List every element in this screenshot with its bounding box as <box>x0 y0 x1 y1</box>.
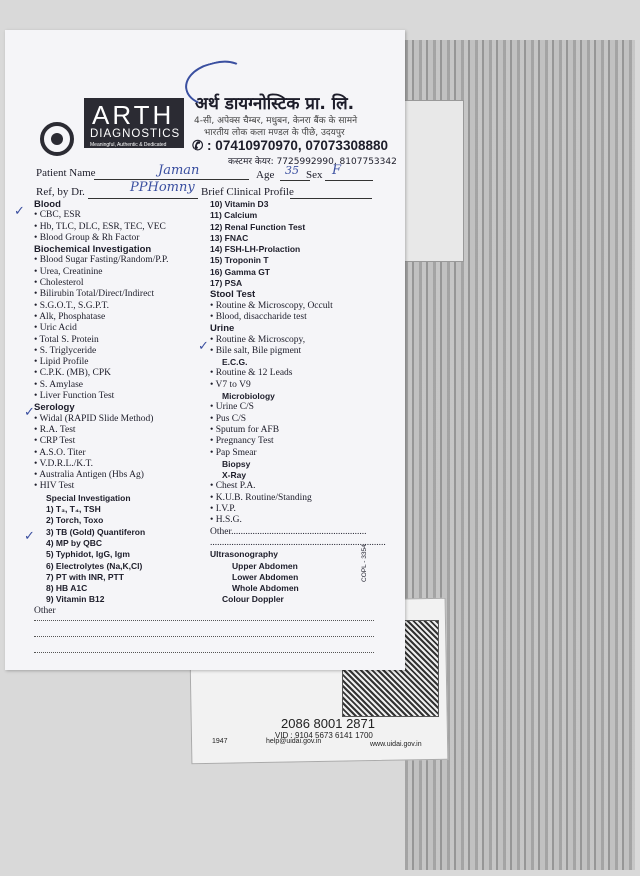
test-item: Colour Doppler <box>222 594 284 605</box>
logo-tagline: Meaningful, Authentic & Dedicated <box>90 142 167 148</box>
background-card-top <box>400 100 464 262</box>
test-item: Microbiology <box>222 391 275 402</box>
test-item: • HIV Test <box>34 481 169 492</box>
test-item: • CRP Test <box>34 436 169 447</box>
aadhaar-vid: VID : 9104 5673 6141 1700 <box>275 731 373 740</box>
test-item: • K.U.B. Routine/Standing <box>210 493 386 504</box>
other-line-2 <box>34 636 374 637</box>
tick-widal: ✓ <box>24 404 35 419</box>
test-item: 7) PT with INR, PTT <box>46 571 124 582</box>
help-email: help@uidai.gov.in <box>266 738 322 745</box>
test-item: 6) Electrolytes (Na,K,Cl) <box>46 560 143 571</box>
test-item: 12) Renal Function Test <box>210 221 306 232</box>
test-item: • Bile salt, Bile pigment <box>210 346 386 357</box>
test-item: 5) Typhidot, IgG, Igm <box>46 549 130 560</box>
test-item: • S.G.O.T., S.G.P.T. <box>34 301 169 312</box>
test-item: • S. Amylase <box>34 380 169 391</box>
test-item: Whole Abdomen <box>232 583 299 594</box>
test-item: • V.D.R.L./K.T. <box>34 459 169 470</box>
test-item: • Blood Sugar Fasting/Random/P.P. <box>34 255 169 266</box>
test-item: • Uric Acid <box>34 323 169 334</box>
ref-label: Ref, by Dr. <box>36 186 85 198</box>
test-item: Other......................................................... <box>210 526 367 537</box>
test-item: 13) FNAC <box>210 232 249 243</box>
sex-line <box>325 180 373 181</box>
test-item: • Pregnancy Test <box>210 436 386 447</box>
test-item: • I.V.P. <box>210 504 386 515</box>
test-item: • CBC, ESR <box>34 210 169 221</box>
tick-cbc: ✓ <box>14 203 25 218</box>
test-item: • C.P.K. (MB), CPK <box>34 368 169 379</box>
test-item: 17) PSA <box>210 278 243 289</box>
test-item: 16) Gamma GT <box>210 266 270 277</box>
test-item: • Routine & Microscopy, Occult <box>210 301 386 312</box>
test-item: 1) T₃, T₄, TSH <box>46 504 101 515</box>
test-item: • Sputum for AFB <box>210 425 386 436</box>
test-item: • V7 to V9 <box>210 380 386 391</box>
test-item: 9) Vitamin B12 <box>46 594 105 605</box>
test-item: E.C.G. <box>222 357 248 368</box>
phone-numbers: ✆ : 07410970970, 07073308880 <box>192 138 388 153</box>
helpline-number: 1947 <box>212 738 228 745</box>
test-item: Serology <box>34 402 75 414</box>
test-item: 15) Troponin T <box>210 255 269 266</box>
test-item: Upper Abdomen <box>232 560 298 571</box>
age-label: Age <box>256 169 275 181</box>
address-line-2: भारतीय लोक कला मण्डल के पीछे, उदयपुर <box>204 128 345 138</box>
test-item: 14) FSH-LH-Prolaction <box>210 244 301 255</box>
right-test-column <box>210 199 386 606</box>
brief-clinical-profile-label: Brief Clinical Profile <box>201 186 294 198</box>
test-item: Biochemical Investigation <box>34 244 152 256</box>
test-item: • Widal (RAPID Slide Method) <box>34 414 169 425</box>
test-item: • Blood, disaccharide test <box>210 312 386 323</box>
test-item: • Cholesterol <box>34 278 169 289</box>
lab-name-hindi: अर्थ डायग्नोस्टिक प्रा. लि. <box>195 94 355 114</box>
test-item: • H.S.G. <box>210 515 386 526</box>
age-value: 35 <box>285 164 299 177</box>
logo-word: ARTH <box>92 100 175 130</box>
test-item: • Alk, Phosphatase <box>34 312 169 323</box>
left-test-column <box>34 199 169 617</box>
test-item: • Pap Smear <box>210 448 386 459</box>
test-item: • Bilirubin Total/Direct/Indirect <box>34 289 169 300</box>
test-item: Other <box>34 605 56 616</box>
aadhaar-number: 2086 8001 2871 <box>281 716 375 731</box>
test-item: • Urine C/S <box>210 402 386 413</box>
test-item: X-Ray <box>222 470 247 481</box>
test-item: • Chest P.A. <box>210 481 386 492</box>
logo-icon <box>40 122 74 156</box>
test-item: • Total S. Protein <box>34 335 169 346</box>
customer-care: कस्टमर केयर: 7725992990, 8107753342 <box>228 157 397 167</box>
address-line-1: 4-सी, अपेक्स चैम्बर, मधुबन, केनरा बैंक के सामने <box>194 116 358 126</box>
test-item: • Blood Group & Rh Factor <box>34 233 169 244</box>
test-item: • Australia Antigen (Hbs Ag) <box>34 470 169 481</box>
website: www.uidai.gov.in <box>370 741 422 748</box>
tick-mp-qbc: ✓ <box>24 528 35 543</box>
patient-name-label: Patient Name <box>36 167 96 179</box>
test-item: Urine <box>210 323 235 335</box>
test-item: 2) Torch, Toxo <box>46 515 104 526</box>
tick-urine: ✓ <box>198 338 209 353</box>
test-item: • Urea, Creatinine <box>34 267 169 278</box>
logo <box>84 98 184 148</box>
other-line-3 <box>34 652 374 653</box>
test-item: 11) Calcium <box>210 210 258 221</box>
logo-sub: DIAGNOSTICS <box>90 128 181 140</box>
test-item: Blood <box>34 199 61 210</box>
test-item: Lower Abdomen <box>232 571 299 582</box>
test-item: • Routine & 12 Leads <box>210 368 386 379</box>
test-item: Special Investigation <box>46 492 131 503</box>
other-line-1 <box>34 620 374 621</box>
test-item: Ultrasonography <box>210 549 279 560</box>
test-item: • S. Triglyceride <box>34 346 169 357</box>
ref-value: PPHomny <box>130 180 195 195</box>
sex-label: Sex <box>306 169 323 181</box>
test-item: 4) MP by QBC <box>46 537 103 548</box>
test-item: Stool Test <box>210 289 256 301</box>
test-item: Biopsy <box>222 458 251 469</box>
test-item: 10) Vitamin D3 <box>210 199 269 209</box>
test-item: • A.S.O. Titer <box>34 448 169 459</box>
test-item: • Pus C/S <box>210 414 386 425</box>
test-item: • R.A. Test <box>34 425 169 436</box>
sex-value: F <box>332 163 342 178</box>
patient-name-value: Jaman <box>158 163 200 178</box>
test-item: • Lipid Profile <box>34 357 169 368</box>
form-code: COPL - 3354 <box>361 544 368 582</box>
test-item: • Routine & Microscopy, <box>210 335 386 346</box>
test-item: • Hb, TLC, DLC, ESR, TEC, VEC <box>34 222 169 233</box>
test-item: 3) TB (Gold) Quantiferon <box>46 526 146 537</box>
test-item: 8) HB A1C <box>46 583 88 594</box>
test-item: • Liver Function Test <box>34 391 169 402</box>
test-item: .......................................................................... <box>210 537 386 548</box>
